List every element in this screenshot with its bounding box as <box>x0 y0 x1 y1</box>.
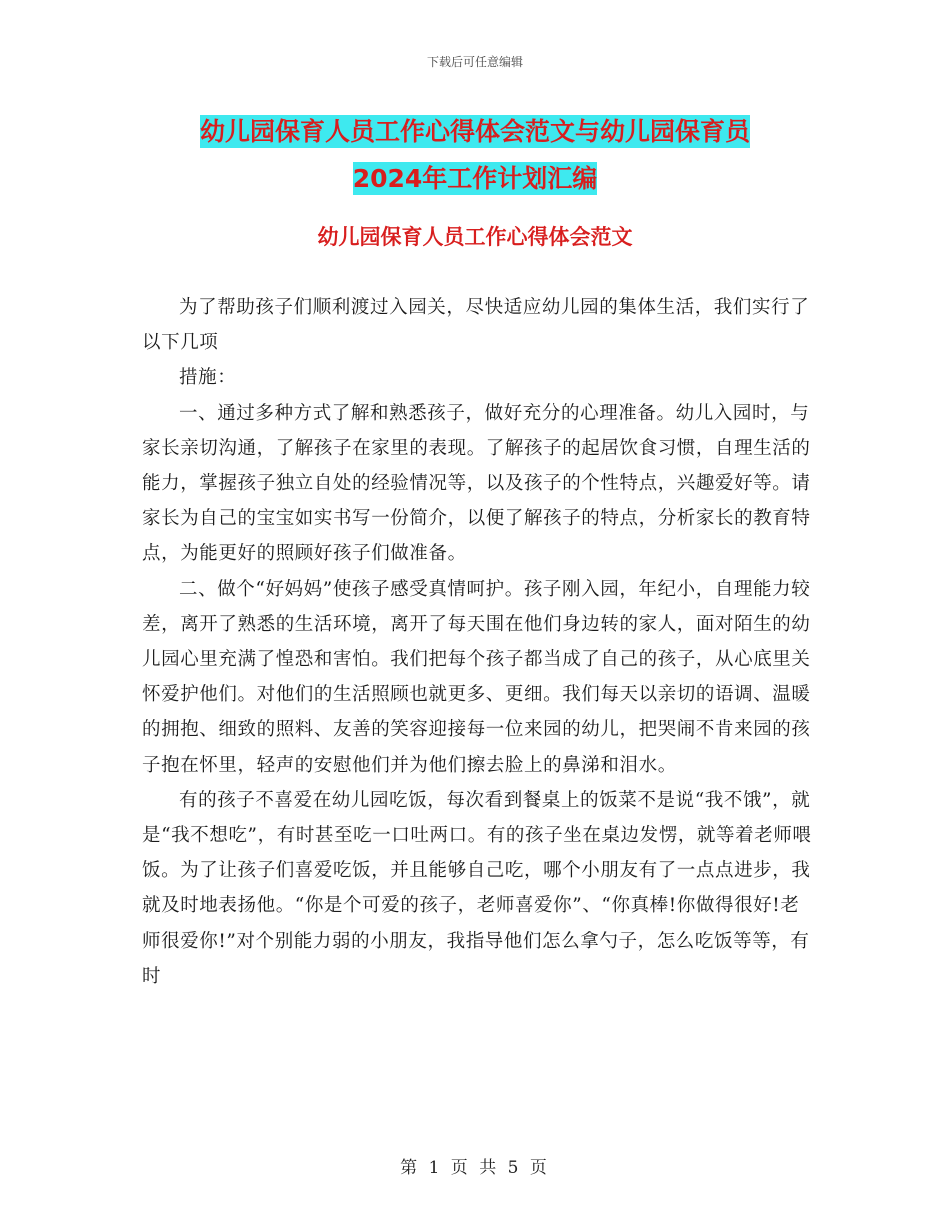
page-number: 第 1 页 共 5 页 <box>400 1158 550 1178</box>
paragraph: 为了帮助孩子们顺利渡过入园关，尽快适应幼儿园的集体生活，我们实行了以下几项 <box>142 297 810 354</box>
section-title: 幼儿园保育人员工作心得体会范文 <box>317 225 633 249</box>
document-title <box>140 108 810 202</box>
paragraph: 有的孩子不喜爱在幼儿园吃饭，每次看到餐桌上的饭菜不是说“我不饿”，就是“我不想吃”，有时甚至吃一口吐两口。有的孩子坐在桌边发愣，就等着老师喂饭。为了让孩子们喜爱吃饭，并且能够自己吃，哪个小朋友有了一点点进步，我就及时地表扬他。“你是个可爱的孩子，老师喜爱你”、“你真棒!你做得很好!老师很爱你!”对个别能力弱的小朋友，我指导他们怎么拿勺子，怎么吃饭等等，有时 <box>142 789 812 987</box>
title-line-1: 幼儿园保育人员工作心得体会范文与幼儿园保育员 <box>199 117 750 146</box>
paragraph: 措施： <box>179 367 237 389</box>
title-line-2: 2024年工作计划汇编 <box>352 164 598 193</box>
body-text <box>142 290 814 994</box>
paragraph: 一、通过多种方式了解和熟悉孩子，做好充分的心理准备。幼儿入园时，与家长亲切沟通，了解孩子在家里的表现。了解孩子的起居饮食习惯，自理生活的能力，掌握孩子独立自处的经验情况等，以及孩子的个性特点，兴趣爱好等。请家长为自己的宝宝如实书写一份简介，以便了解孩子的特点，分析家长的教育特点，为能更好的照顾好孩子们做准备。 <box>142 402 811 565</box>
paragraph: 二、做个“好妈妈”使孩子感受真情呵护。孩子刚入园，年纪小，自理能力较差，离开了熟悉的生活环境，离开了每天围在他们身边转的家人，面对陌生的幼儿园心里充满了惶恐和害怕。我们把每个孩子都当成了自己的孩子，从心底里关怀爱护他们。对他们的生活照顾也就更多、更细。我们每天以亲切的语调、温暖的拥抱、细致的照料、友善的笑容迎接每一位来园的幼儿，把哭闹不肯来园的孩子抱在怀里，轻声的安慰他们并为他们擦去脸上的鼻涕和泪水。 <box>142 578 811 776</box>
header-note: 下载后可任意编辑 <box>426 55 523 69</box>
